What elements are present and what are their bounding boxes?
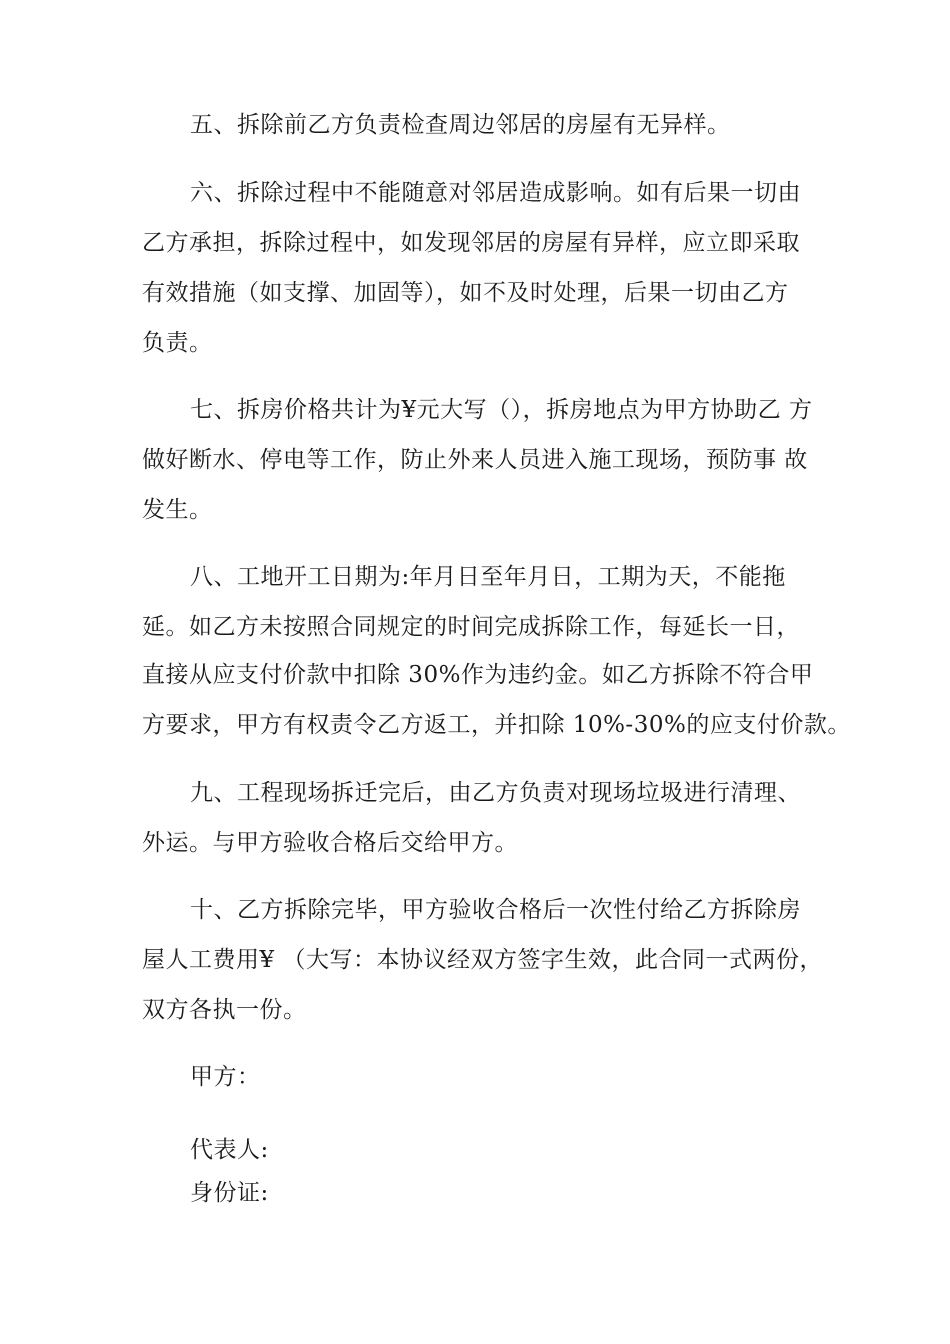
clause-8-line-2: 延。如乙方未按照合同规定的时间完成拆除工作，每延长一日，: [142, 614, 800, 640]
clause-7-line-3: 发生。: [142, 497, 213, 523]
representative-label: 代表人:: [190, 1137, 269, 1163]
clause-6-line-2: 乙方承担，拆除过程中，如发现邻居的房屋有异样，应立即采取: [142, 230, 800, 256]
clause-8-line-3: 直接从应支付价款中扣除 30%作为违约金。如乙方拆除不符合甲: [142, 662, 814, 688]
clause-5-line-1: 五、拆除前乙方负责检查周边邻居的房屋有无异样。: [190, 112, 731, 138]
party-a-label: 甲方：: [190, 1064, 261, 1090]
clause-8-line-4: 方要求，甲方有权责令乙方返工，并扣除 10%-30%的应支付价款。: [142, 712, 851, 738]
clause-7-line-1: 七、拆房价格共计为¥元大写（），拆房地点为甲方协助乙 方: [190, 397, 813, 423]
clause-6-line-1: 六、拆除过程中不能随意对邻居造成影响。如有后果一切由: [190, 180, 801, 206]
clause-10-line-2: 屋人工费用¥ （大写：本协议经双方签字生效，此合同一式两份，: [142, 947, 823, 973]
clause-10-line-1: 十、乙方拆除完毕，甲方验收合格后一次性付给乙方拆除房: [190, 897, 801, 923]
clause-6-line-4: 负责。: [142, 330, 213, 356]
clause-8-line-1: 八、工地开工日期为:年月日至年月日，工期为天，不能拖: [190, 564, 786, 590]
clause-9-line-2: 外运。与甲方验收合格后交给甲方。: [142, 830, 518, 856]
clause-9-line-1: 九、工程现场拆迁完后，由乙方负责对现场垃圾进行清理、: [190, 780, 801, 806]
clause-7-line-2: 做好断水、停电等工作，防止外来人员进入施工现场，预防事 故: [142, 447, 808, 473]
clause-10-line-3: 双方各执一份。: [142, 997, 307, 1023]
id-card-label: 身份证:: [190, 1180, 269, 1206]
clause-6-line-3: 有效措施（如支撑、加固等），如不及时处理，后果一切由乙方: [142, 280, 789, 306]
